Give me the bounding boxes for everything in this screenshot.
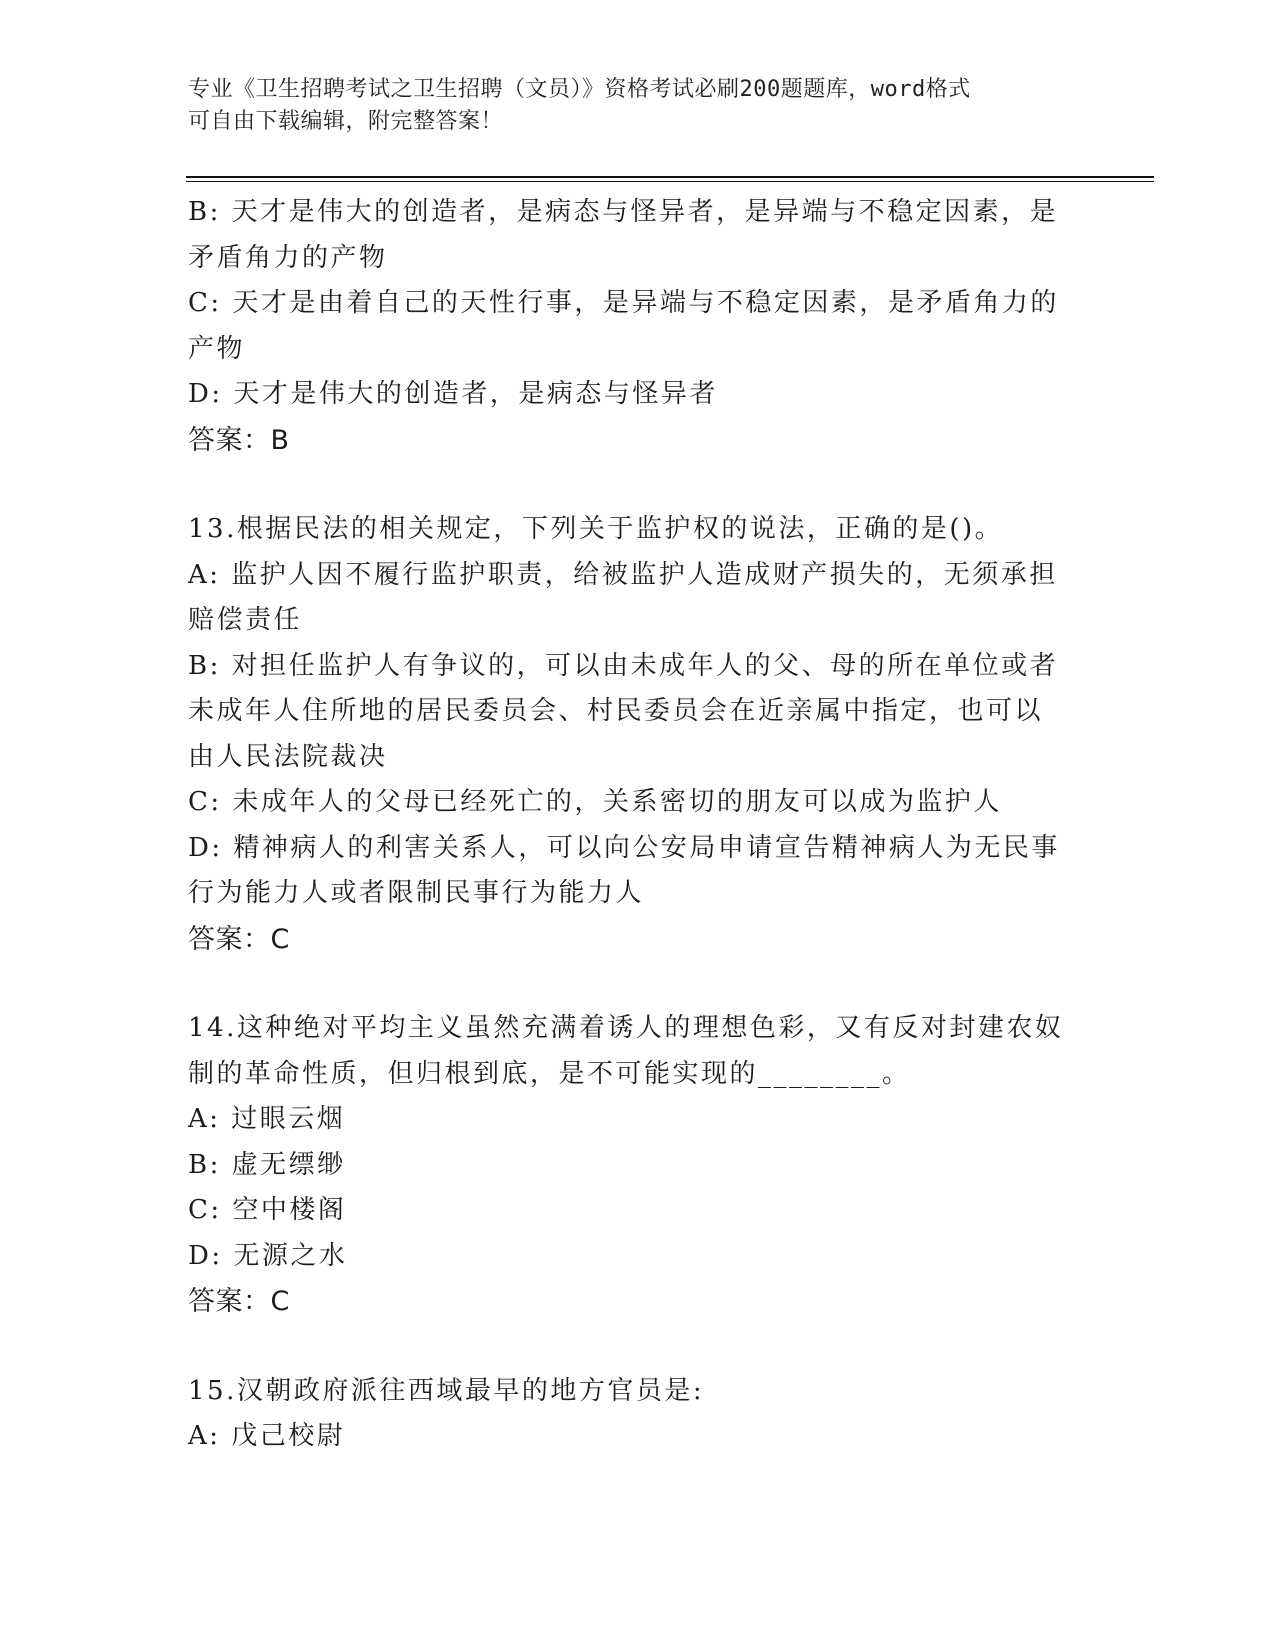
question-line: D: 精神病人的利害关系人，可以向公安局申请宣告精神病人为无民事 bbox=[188, 832, 1060, 863]
question-line: 由人民法院裁决 bbox=[188, 741, 388, 772]
block-spacer bbox=[188, 962, 1088, 1006]
question-line: A: 监护人因不履行监护职责，给被监护人造成财产损失的，无须承担 bbox=[188, 559, 1058, 590]
question-line: 矛盾角力的产物 bbox=[188, 242, 388, 273]
question-line: 15.汉朝政府派往西域最早的地方官员是: bbox=[188, 1375, 705, 1406]
question-line: D: 天才是伟大的创造者，是病态与怪异者 bbox=[188, 379, 718, 409]
block-spacer bbox=[188, 1325, 1088, 1369]
answer-line: 答案：B bbox=[188, 424, 290, 456]
block-spacer bbox=[188, 463, 1088, 507]
question-line: B: 对担任监护人有争议的，可以由未成年人的父、母的所在单位或者 bbox=[188, 650, 1059, 681]
question-content bbox=[188, 190, 1088, 1460]
question-line: 未成年人住所地的居民委员会、村民委员会在近亲属中指定，也可以 bbox=[188, 696, 1044, 726]
question-line: B: 虚无缥缈 bbox=[188, 1149, 346, 1180]
header-title-line-1: 专业《卫生招聘考试之卫生招聘（文员）》资格考试必刷200题题库，word格式 bbox=[188, 77, 971, 102]
question-line: B: 天才是伟大的创造者，是病态与怪异者，是异端与不稳定因素，是 bbox=[188, 197, 1059, 227]
question-line: 行为能力人或者限制民事行为能力人 bbox=[188, 878, 645, 908]
question-line: C: 空中楼阁 bbox=[188, 1195, 347, 1225]
question-line: 产物 bbox=[188, 333, 246, 364]
question-line: A: 戊己校尉 bbox=[188, 1421, 346, 1451]
question-line: 赔偿责任 bbox=[188, 605, 303, 635]
question-line: C: 天才是由着自己的天性行事，是异端与不稳定因素，是矛盾角力的 bbox=[188, 288, 1059, 318]
header-divider bbox=[186, 176, 1154, 182]
question-line: A: 过眼云烟 bbox=[188, 1104, 346, 1134]
header-title-line-2: 可自由下载编辑，附完整答案！ bbox=[188, 109, 504, 134]
question-line: 14.这种绝对平均主义虽然充满着诱人的理想色彩，又有反对封建农奴 bbox=[188, 1013, 1064, 1043]
document-header bbox=[188, 74, 1068, 138]
question-line: 制的革命性质，但归根到底，是不可能实现的________。 bbox=[188, 1058, 911, 1089]
answer-line: 答案：C bbox=[188, 923, 290, 955]
question-line: 13.根据民法的相关规定，下列关于监护权的说法，正确的是()。 bbox=[188, 514, 1004, 544]
question-line: C: 未成年人的父母已经死亡的，关系密切的朋友可以成为监护人 bbox=[188, 787, 1002, 817]
answer-line: 答案：C bbox=[188, 1286, 290, 1317]
question-line: D: 无源之水 bbox=[188, 1240, 348, 1271]
